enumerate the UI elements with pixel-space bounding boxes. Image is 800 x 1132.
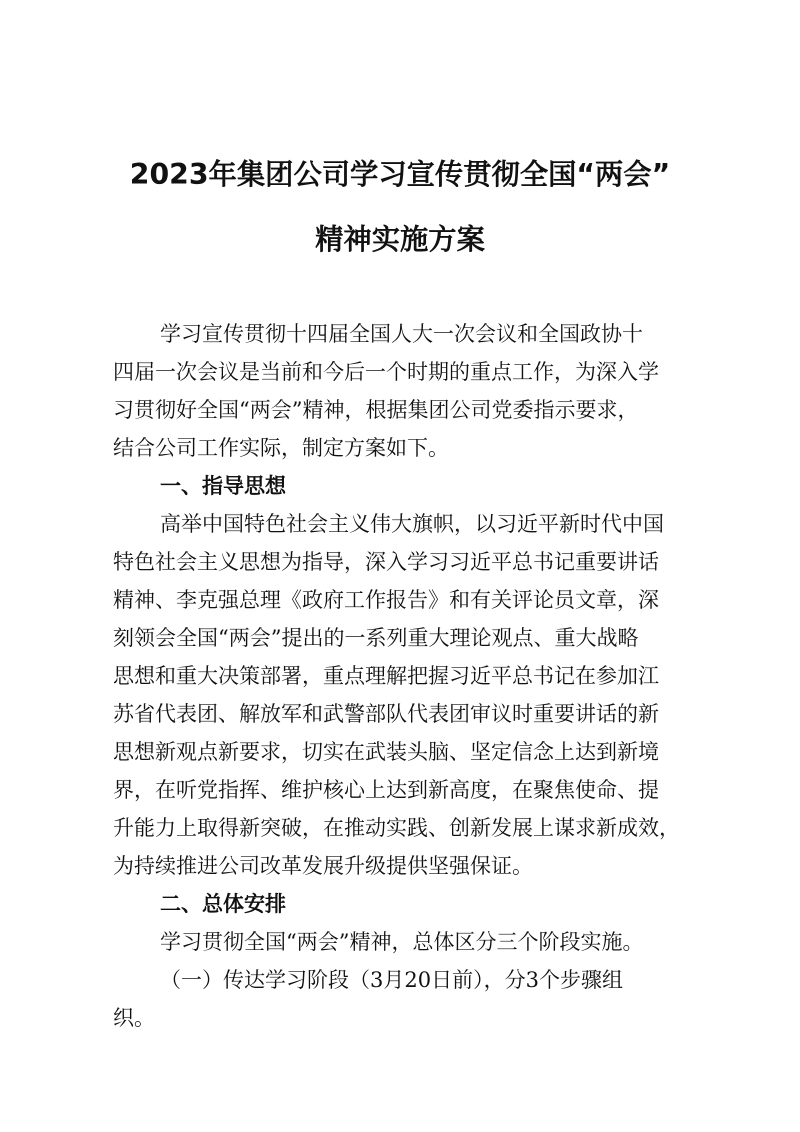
section-1-line: 升能力上取得新突破，在推动实践、创新发展上谋求新成效， <box>113 816 680 840</box>
section-1-line: 界，在听党指挥、维护核心上达到新高度，在聚焦使命、提 <box>113 778 659 802</box>
section-1-line: 思想新观点新要求，切实在武装头脑、坚定信念上达到新境 <box>113 740 659 764</box>
section-1-line: 思想和重大决策部署，重点理解把握习近平总书记在参加江 <box>113 664 659 688</box>
section-2-line: 学习贯彻全国“两会”精神，总体区分三个阶段实施。 <box>160 930 644 954</box>
intro-line: 习贯彻好全国“两会”精神，根据集团公司党委指示要求， <box>113 398 639 422</box>
section-1-heading: 一、指导思想 <box>160 474 286 498</box>
intro-line: 结合公司工作实际，制定方案如下。 <box>113 436 449 460</box>
section-1-line: 为持续推进公司改革发展升级提供坚强保证。 <box>113 854 533 878</box>
document-title-line-1: 2023年集团公司学习宣传贯彻全国“两会” <box>129 158 671 191</box>
section-1-line: 高举中国特色社会主义伟大旗帜，以习近平新时代中国 <box>160 512 664 536</box>
section-2-line: 织。 <box>113 1006 155 1030</box>
section-2-heading: 二、总体安排 <box>160 892 286 916</box>
section-2-line: （一）传达学习阶段（3月20日前），分3个步骤组 <box>160 968 623 992</box>
section-1-line: 精神、李克强总理《政府工作报告》和有关评论员文章，深 <box>113 588 659 612</box>
intro-line: 四届一次会议是当前和今后一个时期的重点工作，为深入学 <box>113 360 659 384</box>
section-1-line: 刻领会全国“两会”提出的一系列重大理论观点、重大战略 <box>113 626 639 650</box>
intro-line: 学习宣传贯彻十四届全国人大一次会议和全国政协十 <box>160 322 643 346</box>
section-1-line: 苏省代表团、解放军和武警部队代表团审议时重要讲话的新 <box>113 702 659 726</box>
section-1-line: 特色社会主义思想为指导，深入学习习近平总书记重要讲话 <box>113 550 659 574</box>
document-title-line-2: 精神实施方案 <box>315 223 485 256</box>
